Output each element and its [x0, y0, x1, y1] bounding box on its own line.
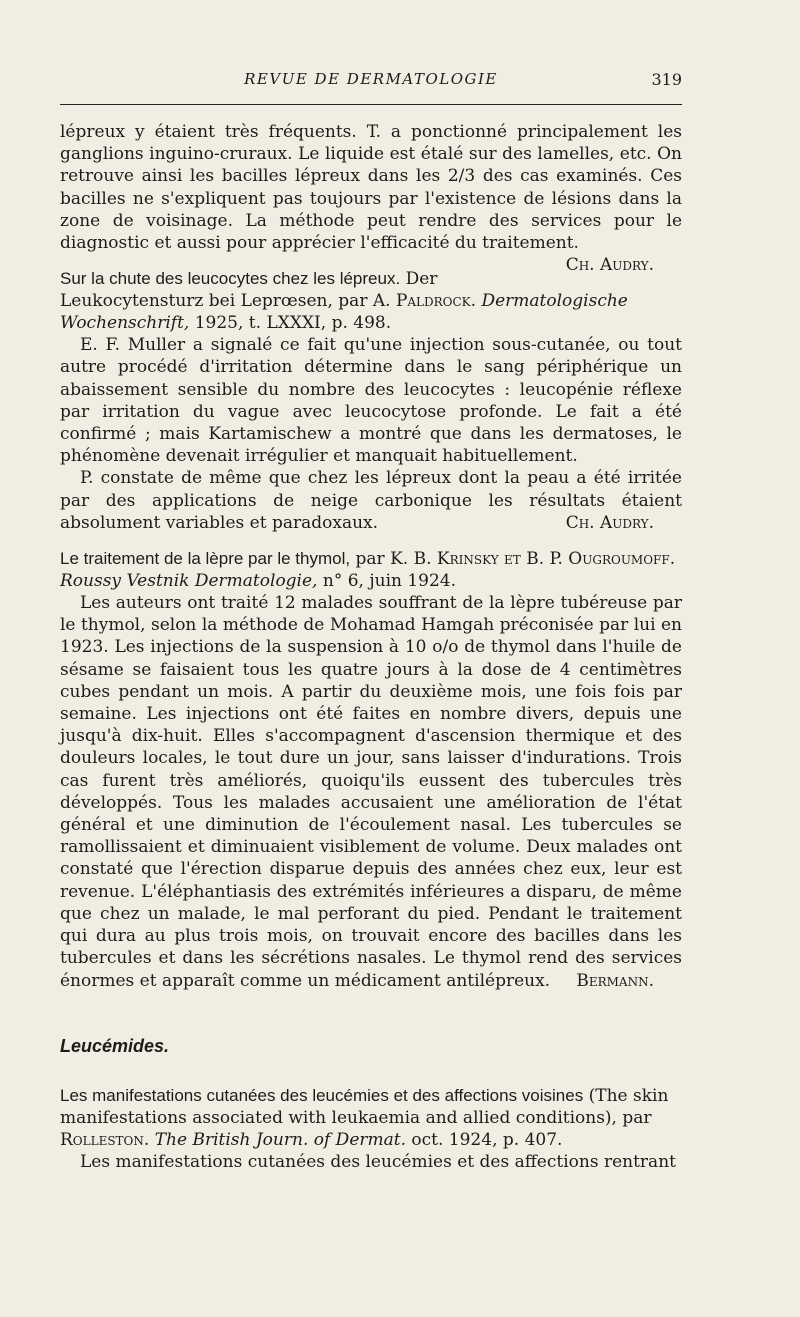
article-4-ref-original: (The skin manifestations associated with leukaemia and allied conditions), [60, 1085, 669, 1128]
article-2-ref-journal: Dermatologische Wochenschrift, [60, 291, 628, 334]
article-4-body: Les manifestations cutanées des leucémies et des affections rentrant [80, 1151, 676, 1172]
article-4-title: Les manifestations cutanées des leucémies et des affections voisines [60, 1085, 584, 1105]
page-number: 319 [651, 70, 682, 89]
article-4-heading [60, 1085, 682, 1151]
article-1-text: lépreux y étaient très fréquents. T. a ponctionné principalement les ganglions inguino-cruraux. Le liquide est étalé sur des lamelles, etc. On retrouve ainsi les bacilles lépreux dans les 2/3 des cas examinés. Ces bacilles ne s'expliquent pas toujours par l'existence de lésions dans la zone de voisinage. La méthode peut rendre des services pour le diagnostic et aussi pour apprécier l'efficacité du traitement. [60, 122, 682, 254]
article-3-ref-by: par K. B. [355, 549, 432, 570]
page [60, 70, 682, 1173]
article-1-signature: Ch. Audry. [565, 255, 654, 276]
article-3-body [60, 592, 682, 992]
article-3-ref-journal: Roussy Vestnik Dermatologie, [60, 571, 318, 592]
article-2-ref-author: Paldrock. [395, 291, 477, 312]
page-header [60, 70, 682, 98]
article-2-para-1: E. F. Muller a signalé ce fait qu'une injection sous-cutanée, ou tout autre procédé d'irritation détermine dans le sang périphérique un abaissement sensible du nombre des leucocytes : leucopénie réflexe par irritation du vague avec leucocytose profonde. Le fait a été confirmé ; mais Kartamischew a montré que dans les dermatoses, le phénomène devenait irrégulier et manquait habituellement. [60, 335, 682, 467]
article-2-ref-original: Der Leukocytensturz bei Leprœsen, [60, 269, 438, 312]
running-head: REVUE DE DERMATOLOGIE [244, 70, 498, 88]
article-2-ref-by: par A. [338, 291, 391, 312]
article-3-text: Les auteurs ont traité 12 malades souffrant de la lèpre tubéreuse par le thymol, selon la méthode de Mohamad Hamgah préconisée par lui en 1923. Les injections de la suspension à 10 o/o de thymol dans l'huile de sésame se faisaient tous les quatre jours à la dose de 4 centimètres cubes pendant un mois. A partir du deuxième mois, une fois fois par semaine. Les injections ont été faites en nombre divers, depuis une jusqu'à dix-huit. Elles s'accompagnent d'ascension thermique et des douleurs locales, le tout dure un jour, sans laisser d'indurations. Trois cas furent très améliorés, quoiqu'ils eussent des tubercules très développés. Tous les malades accusaient une amélioration de l'état général et une diminution de l'écoulement nasal. Les tubercules se ramollissaient et diminuaient visiblement de volume. Deux malades ont constaté que l'érection disparue depuis des années chez eux, leur est revenue. L'éléphantiasis des extrémités inférieures a disparu, de même que chez un malade, le mal perforant du pied. Pendant le traitement qui dura au plus trois mois, on trouvait encore des bacilles dans les tubercules et dans les sécrétions nasales. Le thymol rend des services énormes et apparaît comme un médicament antilépreux. [60, 593, 682, 991]
article-1-body [60, 121, 682, 276]
article-2-heading [60, 268, 682, 334]
article-2-title: Sur la chute des leucocytes chez les lépreux. [60, 269, 401, 289]
section-title: Leucémides. [60, 1035, 170, 1056]
article-4-ref-by: par [622, 1107, 652, 1128]
article-3-ref-authors: Krinsky et B. P. Ougroumoff. [436, 549, 676, 570]
article-2-ref-tail: 1925, t. LXXXI, p. 498. [194, 313, 392, 334]
article-3-ref-tail: n° 6, juin 1924. [322, 571, 457, 592]
article-3-heading [60, 548, 682, 592]
article-2-para-2 [60, 467, 682, 534]
header-rule [60, 104, 682, 105]
article-2-signature: Ch. Audry. [565, 512, 654, 533]
article-4-ref-journal: The British Journ. of Dermat. [154, 1129, 406, 1150]
article-3-signature: Bermann. [576, 970, 654, 991]
article-2-para-2-text: P. constate de même que chez les lépreux dont la peau a été irritée par des applications de neige carbonique les résultats étaient absolument variables et paradoxaux. [60, 468, 682, 533]
article-4-ref-tail: oct. 1924, p. 407. [411, 1129, 563, 1150]
article-3-title: Le traitement de la lèpre par le thymol, [60, 549, 351, 569]
article-4-ref-author: Rolleston. [60, 1129, 150, 1150]
